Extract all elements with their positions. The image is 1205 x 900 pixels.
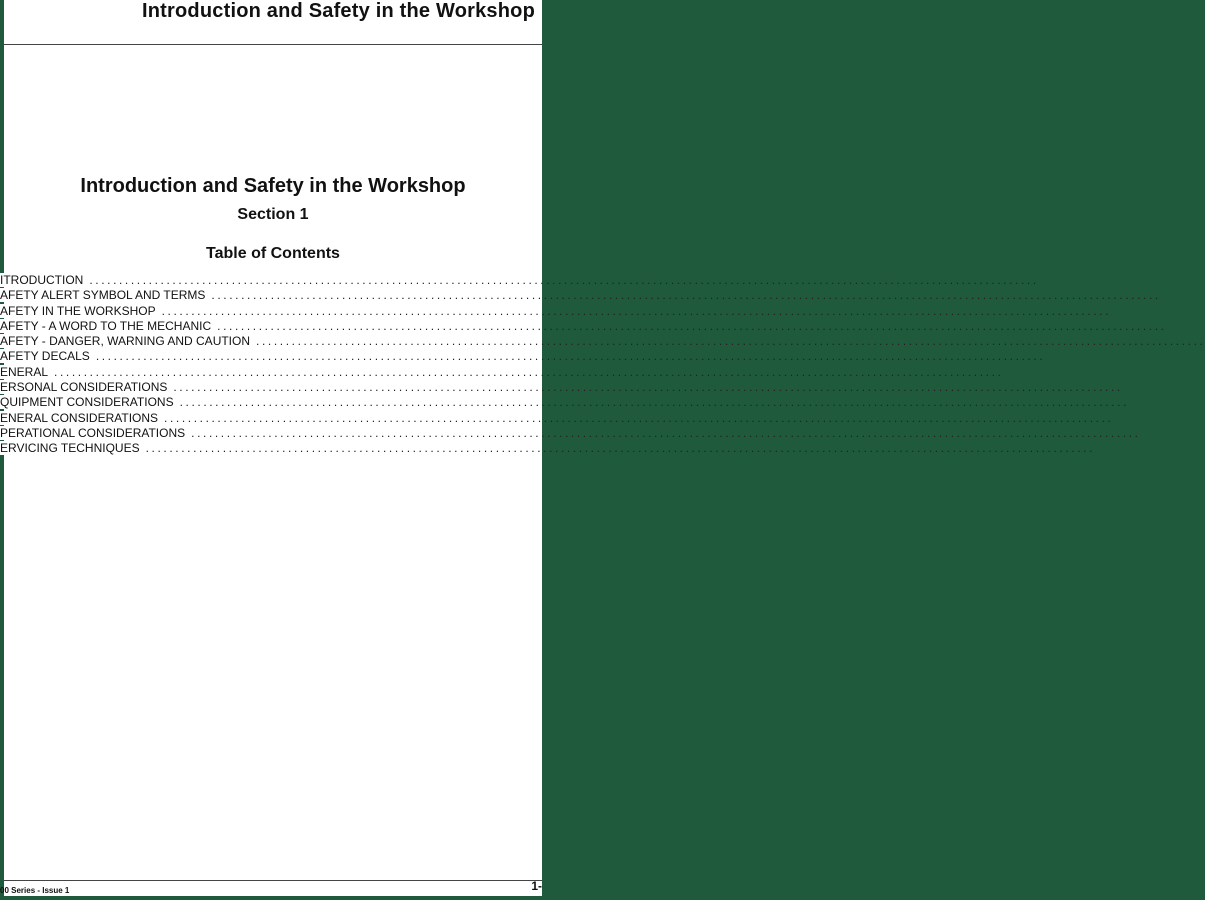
toc-entry bbox=[0, 303, 1112, 319]
toc-entry bbox=[0, 395, 1130, 410]
toc-entry-label: ENERAL bbox=[0, 365, 54, 379]
toc-leader-dots: ................................................................................................................................................................ bbox=[89, 273, 1039, 287]
toc-leader-dots: ................................................................................................................................................................ bbox=[164, 410, 1114, 425]
toc-entry-label: AFETY IN THE WORKSHOP bbox=[0, 304, 162, 318]
toc-entry bbox=[0, 380, 1123, 395]
toc-entry-label: ERVICING TECHNIQUES bbox=[0, 441, 146, 455]
toc-entry bbox=[0, 441, 1096, 456]
toc-entry-label: AFETY - DANGER, WARNING AND CAUTION bbox=[0, 334, 256, 348]
toc-entry-label: AFETY DECALS bbox=[0, 349, 96, 363]
toc-leader-dots: ................................................................................................................................................................ bbox=[256, 334, 1205, 349]
toc-entry bbox=[0, 334, 1205, 349]
toc-entry-label: AFETY - A WORD TO THE MECHANIC bbox=[0, 319, 217, 333]
toc-leader-dots: ................................................................................................................................................................ bbox=[179, 395, 1130, 410]
toc-entry bbox=[0, 318, 1167, 334]
page-title: Introduction and Safety in the Workshop bbox=[80, 175, 466, 197]
header-divider bbox=[4, 44, 542, 45]
toc-entry-label: ERSONAL CONSIDERATIONS bbox=[0, 380, 173, 394]
section-label: Section 1 bbox=[237, 206, 309, 223]
toc-leader-dots: ................................................................................................................................................................ bbox=[211, 288, 1161, 303]
toc-leader-dots: ................................................................................................................................................................ bbox=[191, 425, 1141, 440]
toc-entry-label: ITRODUCTION bbox=[0, 273, 89, 287]
table-of-contents bbox=[0, 273, 1205, 457]
toc-entry-label: ENERAL CONSIDERATIONS bbox=[0, 411, 164, 425]
table-of-contents-heading: Table of Contents bbox=[206, 245, 340, 262]
toc-entry-label: AFETY ALERT SYMBOL AND TERMS bbox=[0, 288, 211, 302]
toc-entry-label: PERATIONAL CONSIDERATIONS bbox=[0, 426, 191, 440]
toc-entry bbox=[0, 349, 1046, 364]
toc-leader-dots: ................................................................................................................................................................ bbox=[161, 303, 1112, 318]
toc-leader-dots: ................................................................................................................................................................ bbox=[95, 349, 1046, 364]
toc-leader-dots: ................................................................................................................................................................ bbox=[145, 441, 1096, 456]
toc-entry bbox=[0, 364, 1004, 380]
toc-entry bbox=[0, 425, 1141, 441]
toc-entry bbox=[0, 410, 1114, 426]
footer-divider bbox=[4, 880, 542, 881]
running-header-title: Introduction and Safety in the Workshop bbox=[142, 0, 535, 22]
toc-entry bbox=[0, 288, 1161, 303]
toc-leader-dots: ................................................................................................................................................................ bbox=[173, 380, 1123, 395]
toc-entry-label: QUIPMENT CONSIDERATIONS bbox=[0, 395, 180, 409]
footer-page-number: 1- bbox=[531, 879, 542, 893]
footer-series-issue: 00 Series - Issue 1 bbox=[0, 886, 70, 895]
toc-entry bbox=[0, 273, 1039, 288]
toc-leader-dots: ................................................................................................................................................................ bbox=[217, 318, 1167, 333]
toc-leader-dots: ................................................................................................................................................................ bbox=[54, 364, 1004, 379]
